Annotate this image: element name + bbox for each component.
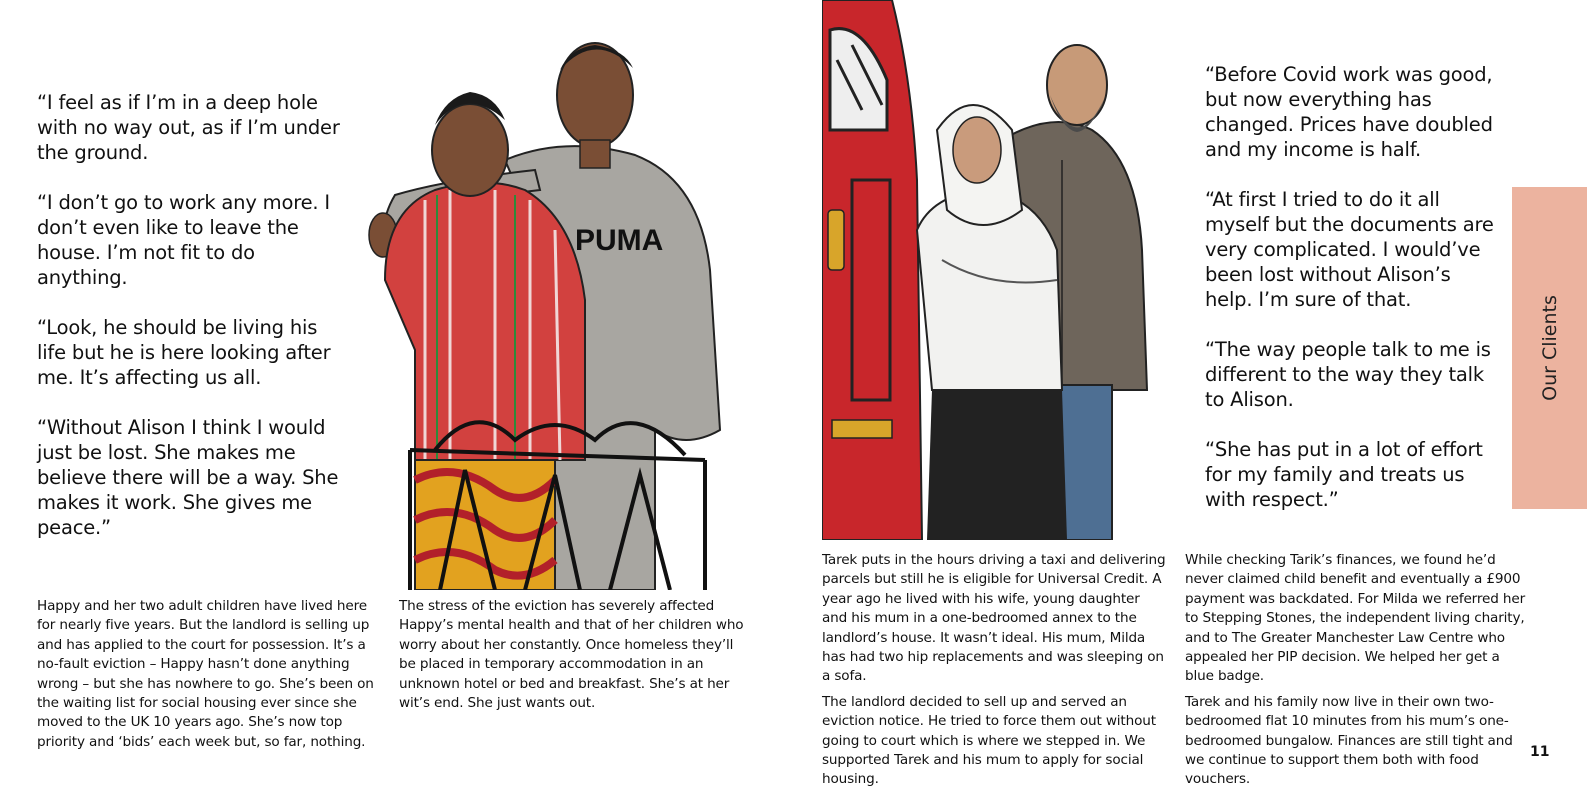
quote: “Look, he should be living his life but he is here looking after me. It’s affecting us all.	[37, 316, 331, 389]
quote: “The way people talk to me is different to the way they talk to Alison.	[1205, 338, 1491, 411]
paragraph: Tarek puts in the hours driving a taxi and delivering parcels but still he is eligible for Universal Credit. A year ago he lived with his wife, young daughter and his mum in a one-bedroomed annex to the landlord’s house. It wasn’t ideal. His mum, Milda has had two hip replacements and was sleeping on a sofa.	[822, 552, 1166, 685]
illustration-happy-and-son	[355, 30, 730, 590]
left-quotes	[37, 90, 347, 565]
paragraph: The landlord decided to sell up and served an eviction notice. He tried to force them out without going to court which is where we stepped in. We supported Tarek and his mum to apply for social housing.	[822, 693, 1156, 788]
right-quotes	[1205, 62, 1495, 537]
paragraph: The stress of the eviction has severely affected Happy’s mental health and that of her children who worry about her constantly. Once homeless they’ll be placed in temporary accommodation in an unknown hotel or bed and breakfast. She’s at her wit’s end. She just wants out.	[399, 598, 744, 712]
quote: “At first I tried to do it all myself but the documents are very complicated. I would’ve been lost without Alison’s help. I’m sure of that.	[1205, 188, 1494, 311]
illustration-tarek-and-mum	[822, 0, 1177, 540]
left-page	[0, 0, 793, 794]
section-tab-label: Our Clients	[1538, 295, 1561, 401]
quote: “I don’t go to work any more. I don’t even like to leave the house. I’m not fit to do anything.	[37, 191, 330, 289]
paragraph: While checking Tarik’s finances, we found he’d never claimed child benefit and eventually a £900 payment was backdated. For Milda we referred her to Stepping Stones, the independent living charity, and to The Greater Manchester Law Centre who appealed her PIP decision. We helped her get a blue badge.	[1185, 552, 1526, 685]
body-column-2	[1185, 551, 1530, 796]
page-number: 11	[1530, 744, 1550, 760]
right-page	[794, 0, 1587, 794]
quote: “I feel as if I’m in a deep hole with no way out, as if I’m under the ground.	[37, 91, 340, 164]
body-column-1	[822, 551, 1167, 796]
body-column-2	[399, 597, 744, 719]
paragraph: Happy and her two adult children have lived here for nearly five years. But the landlord is selling up and has applied to the court for possession. It’s a no-fault eviction – Happy hasn’t done anything wrong – but she has nowhere to go. She’s been on the waiting list for social housing ever since she moved to the UK 10 years ago. She’s now top priority and ‘bids’ each week but, so far, nothing.	[37, 598, 374, 750]
quote: “Before Covid work was good, but now everything has changed. Prices have doubled and my income is half.	[1205, 63, 1493, 161]
section-tab	[1512, 187, 1587, 509]
quote: “She has put in a lot of effort for my family and treats us with respect.”	[1205, 438, 1483, 511]
quote: “Without Alison I think I would just be lost. She makes me believe there will be a way. She makes it work. She gives me peace.”	[37, 416, 339, 539]
body-column-1	[37, 597, 382, 758]
paragraph: Tarek and his family now live in their own two-bedroomed flat 10 minutes from his mum’s one-bedroomed bungalow. Finances are still tight and we continue to support them both with food vouchers.	[1185, 693, 1513, 788]
shirt-logo: PUMA	[575, 224, 664, 257]
